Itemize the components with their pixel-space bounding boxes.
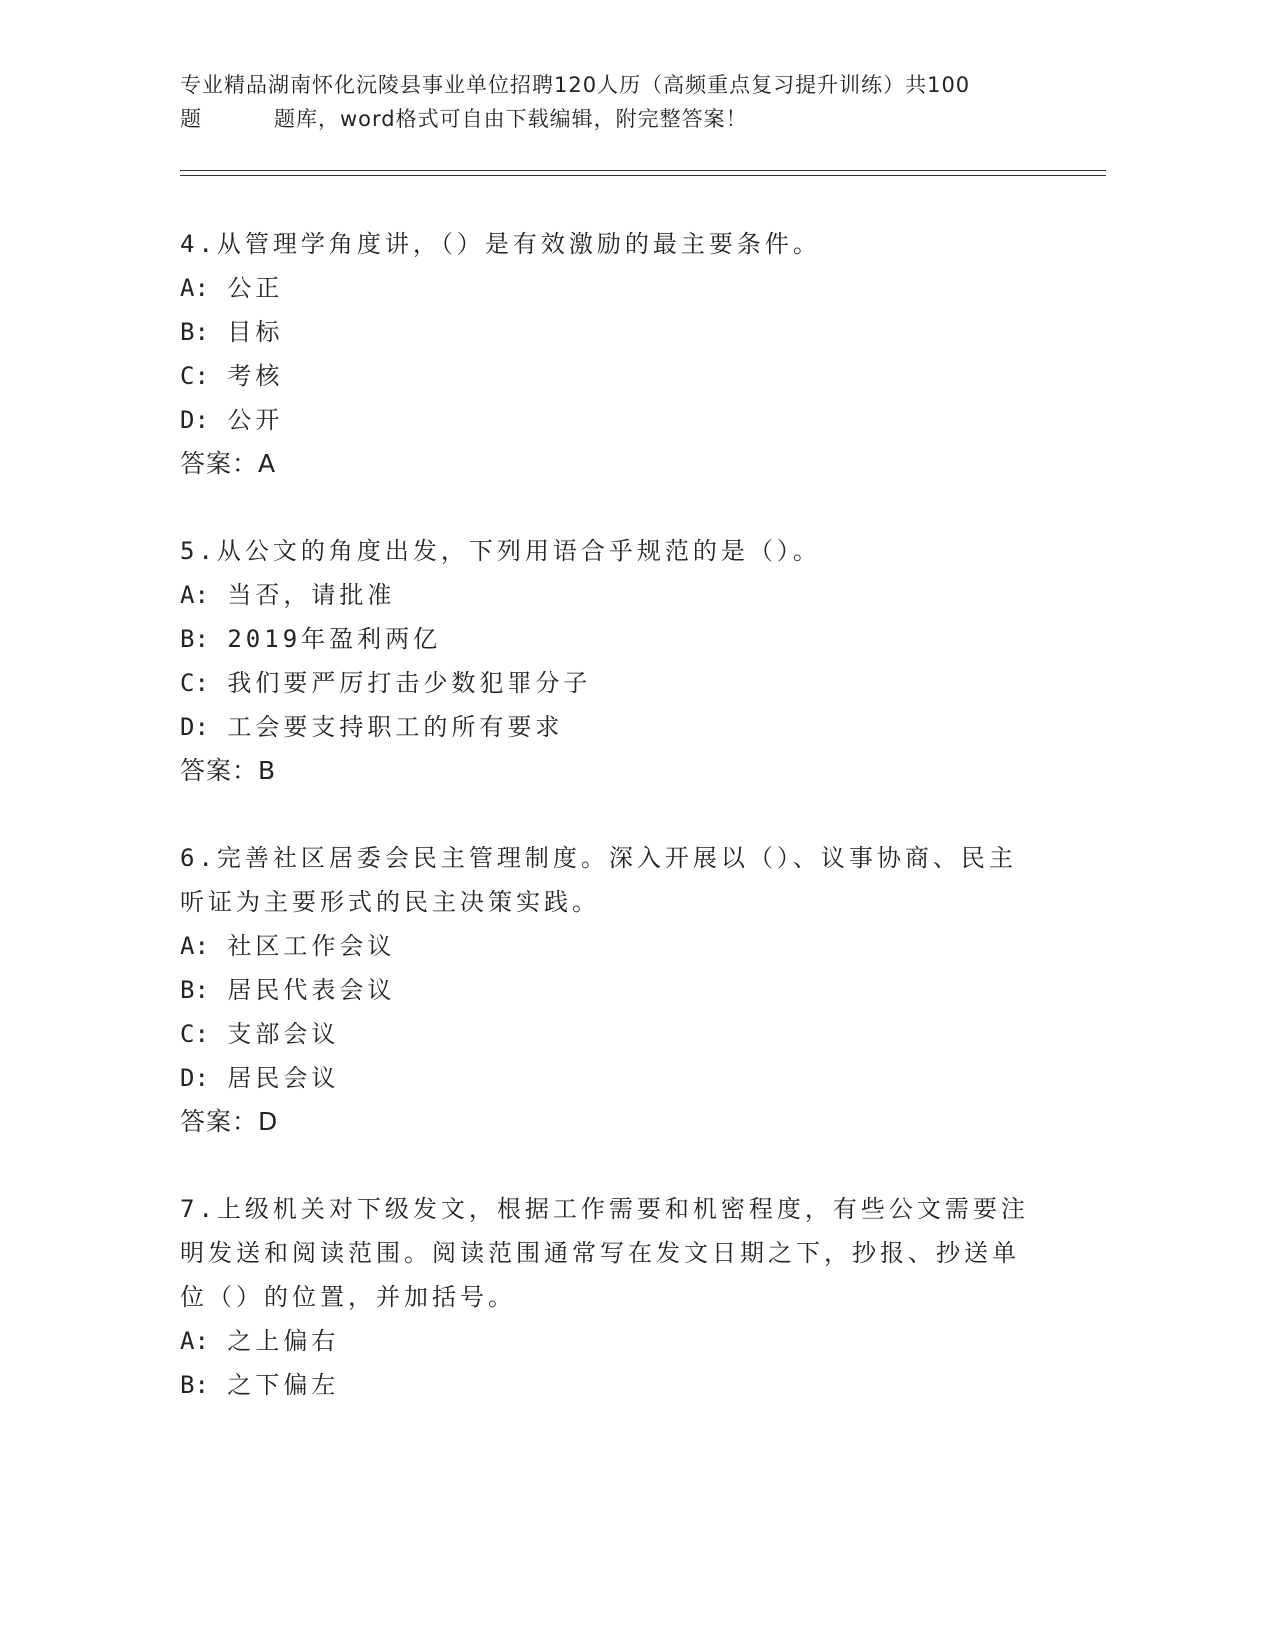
option-c: [180, 1012, 1030, 1056]
option-d: [180, 1056, 1030, 1100]
option-c: [180, 354, 1030, 398]
option-b: [180, 968, 1030, 1012]
option-b: [180, 310, 1030, 354]
option-text: 当否，请批准: [227, 581, 396, 609]
option-text: 2019年盈利两亿: [227, 625, 442, 653]
option-letter: D:: [180, 713, 209, 741]
question-item: [180, 222, 1030, 486]
question-text: 6.完善社区居委会民主管理制度。深入开展以（）、议事协商、民主听证为主要形式的民主决策实践。: [180, 844, 1017, 916]
question-item: [180, 529, 1030, 793]
option-letter: B:: [180, 976, 209, 1004]
question-text: 5.从公文的角度出发，下列用语合乎规范的是（）。: [180, 537, 821, 565]
option-letter: C:: [180, 1020, 209, 1048]
option-letter: B:: [180, 1371, 209, 1399]
option-letter: B:: [180, 625, 209, 653]
option-letter: A:: [180, 581, 209, 609]
answer-line: 答案：A: [180, 449, 277, 478]
option-text: 之上偏右: [227, 1327, 340, 1355]
option-d: [180, 398, 1030, 442]
option-d: [180, 705, 1030, 749]
question-item: [180, 1187, 1030, 1407]
question-text: 7.上级机关对下级发文，根据工作需要和机密程度，有些公文需要注明发送和阅读范围。阅读范围通常写在发文日期之下，抄报、抄送单位（）的位置，并加括号。: [180, 1195, 1029, 1311]
answer-line: 答案：B: [180, 756, 277, 785]
option-letter: A:: [180, 932, 209, 960]
answer-line: 答案：D: [180, 1107, 279, 1136]
option-a: [180, 1319, 1030, 1363]
option-text: 居民代表会议: [227, 976, 396, 1004]
option-letter: C:: [180, 362, 209, 390]
option-letter: A:: [180, 274, 209, 302]
option-c: [180, 661, 1030, 705]
option-b: [180, 617, 1030, 661]
option-letter: A:: [180, 1327, 209, 1355]
option-b: [180, 1363, 1030, 1407]
option-text: 我们要严厉打击少数犯罪分子: [227, 669, 592, 697]
option-a: [180, 266, 1030, 310]
option-text: 工会要支持职工的所有要求: [227, 713, 564, 741]
header-line-2-left: 题: [180, 107, 202, 131]
option-text: 居民会议: [227, 1064, 340, 1092]
option-a: [180, 573, 1030, 617]
header-divider-top: [180, 170, 1106, 171]
option-letter: D:: [180, 406, 209, 434]
option-text: 之下偏左: [227, 1371, 340, 1399]
header-divider-bottom: [180, 175, 1106, 176]
question-item: [180, 836, 1030, 1144]
option-letter: B:: [180, 318, 209, 346]
option-text: 考核: [227, 362, 284, 390]
header-title-line-2: [180, 102, 1080, 136]
option-letter: D:: [180, 1064, 209, 1092]
header-line-2-right: 题库，word格式可自由下载编辑，附完整答案！: [274, 107, 748, 131]
document-header: [180, 68, 1080, 136]
option-text: 公正: [227, 274, 284, 302]
question-list: [180, 222, 1030, 1450]
option-text: 社区工作会议: [227, 932, 396, 960]
header-title-line-1: 专业精品湖南怀化沅陵县事业单位招聘120人历（高频重点复习提升训练）共100: [180, 73, 971, 97]
option-text: 公开: [227, 406, 284, 434]
question-text: 4.从管理学角度讲，（）是有效激励的最主要条件。: [180, 230, 821, 258]
option-text: 支部会议: [227, 1020, 340, 1048]
option-a: [180, 924, 1030, 968]
option-text: 目标: [227, 318, 284, 346]
option-letter: C:: [180, 669, 209, 697]
